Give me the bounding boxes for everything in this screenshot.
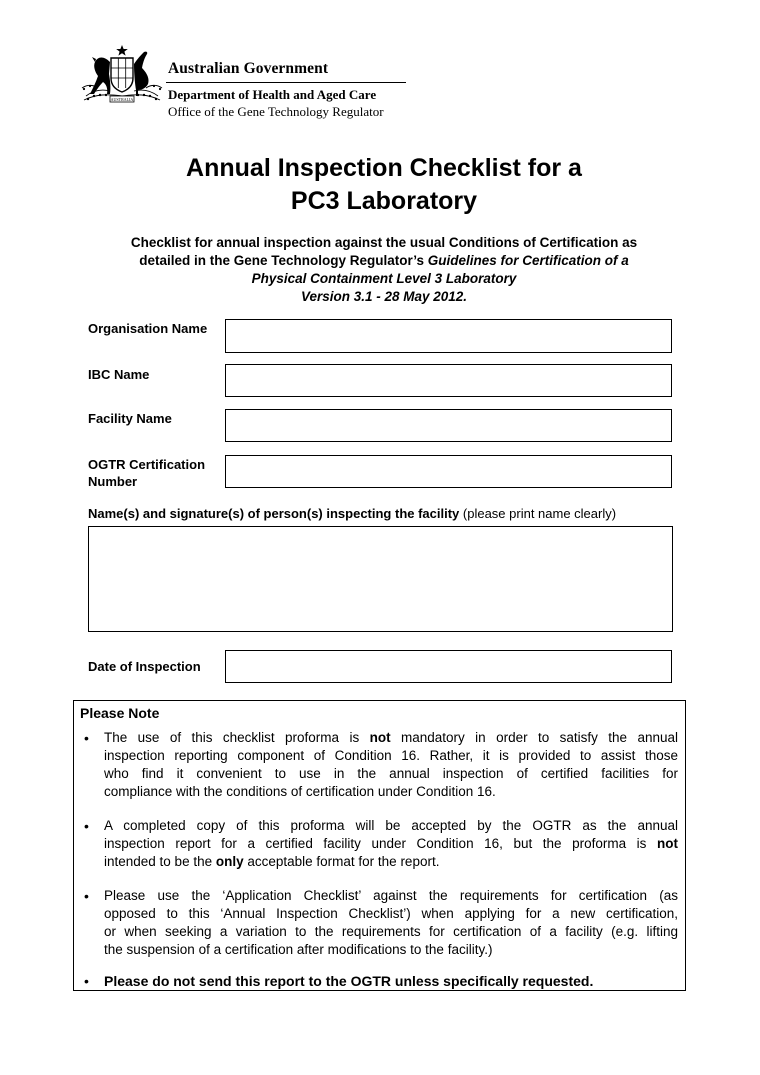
bullet-marker: •: [84, 818, 89, 834]
note-1-line-1: [104, 729, 678, 747]
note-4-do-not-send: Please do not send this report to the OGTR unless specifically requested.: [104, 973, 594, 989]
document-title-line-2: PC3 Laboratory: [290, 187, 478, 215]
subtitle-line-2-italic: Guidelines for Certification of a: [427, 253, 629, 268]
facility-name-label: Facility Name: [88, 411, 172, 426]
subtitle-line-2: [0, 252, 760, 270]
note-1-line-3: who find it convenient to use in the annual inspection of certified facilities for: [104, 766, 678, 781]
bullet-marker: •: [84, 730, 89, 746]
please-note-title: Please Note: [80, 705, 160, 721]
note-2-text-d: acceptable format for the report.: [243, 854, 440, 869]
certification-label-line-1: OGTR Certification: [88, 457, 206, 472]
note-2-emphasis-only: only: [215, 854, 244, 869]
note-3-line-2: opposed to this ‘Annual Inspection Checklist’) when applying for a new certification,: [104, 906, 678, 921]
note-2-line-2: [104, 835, 678, 853]
subtitle-line-3: Physical Containment Level 3 Laboratory: [251, 271, 517, 286]
note-2-text-c: intended to be the: [104, 854, 216, 869]
certification-number-label: [88, 456, 205, 490]
organisation-name-label: Organisation Name: [88, 321, 208, 336]
note-3-line-3: or when seeking a variation to the requirements for certification of a facility (e.g. lifting: [104, 924, 678, 939]
bullet-marker: •: [84, 973, 89, 989]
header-divider: [166, 82, 406, 83]
facility-name-field[interactable]: [225, 409, 672, 442]
subtitle-version: Version 3.1 - 28 May 2012.: [300, 289, 468, 304]
note-3-line-4: the suspension of a certification after modifications to the facility.): [104, 942, 493, 957]
date-of-inspection-field[interactable]: [225, 650, 672, 683]
document-title-line-1: Annual Inspection Checklist for a: [186, 154, 582, 182]
inspectors-label-bold: Name(s) and signature(s) of person(s) inspecting the facility: [88, 506, 460, 521]
note-1-text-c: mandatory in order to satisfy the annual: [390, 730, 678, 745]
government-name: Australian Government: [168, 60, 329, 77]
inspectors-label-note: (please print name clearly): [459, 506, 617, 521]
inspectors-label: [88, 505, 616, 522]
note-1-text-a: The use of this checklist proforma is: [104, 730, 370, 745]
ibc-name-field[interactable]: [225, 364, 672, 397]
note-2-text-a: inspection report for a certified facility under Condition 16, but the proforma is: [104, 836, 657, 851]
bullet-marker: •: [84, 888, 89, 904]
note-2-line-1: A completed copy of this proforma will be accepted by the OGTR as the annual: [104, 818, 678, 833]
ibc-name-label: IBC Name: [88, 367, 150, 382]
note-3-line-1: Please use the ‘Application Checklist’ against the requirements for certification (as: [104, 888, 678, 903]
note-1-line-4: compliance with the conditions of certification under Condition 16.: [104, 784, 496, 799]
subtitle-line-1: Checklist for annual inspection against the usual Conditions of Certification as: [130, 235, 638, 250]
svg-text:AUSTRALIA: AUSTRALIA: [110, 97, 134, 102]
certification-number-field[interactable]: [225, 455, 672, 488]
note-2-emphasis-not: not: [657, 836, 678, 851]
inspectors-names-signatures-field[interactable]: [88, 526, 673, 632]
note-1-emphasis-not: not: [369, 730, 391, 745]
commonwealth-coat-of-arms-logo: [80, 44, 164, 106]
department-name: Department of Health and Aged Care: [168, 87, 377, 102]
subtitle-line-2-regular: detailed in the Gene Technology Regulator’s: [139, 253, 428, 268]
office-name: Office of the Gene Technology Regulator: [168, 104, 384, 119]
date-of-inspection-label: Date of Inspection: [88, 659, 201, 674]
note-2-line-3: [104, 853, 678, 871]
note-1-line-2: inspection reporting component of Condition 16. Rather, it is provided to assist those: [104, 748, 678, 763]
organisation-name-field[interactable]: [225, 319, 672, 353]
certification-label-line-2: Number: [88, 474, 138, 489]
